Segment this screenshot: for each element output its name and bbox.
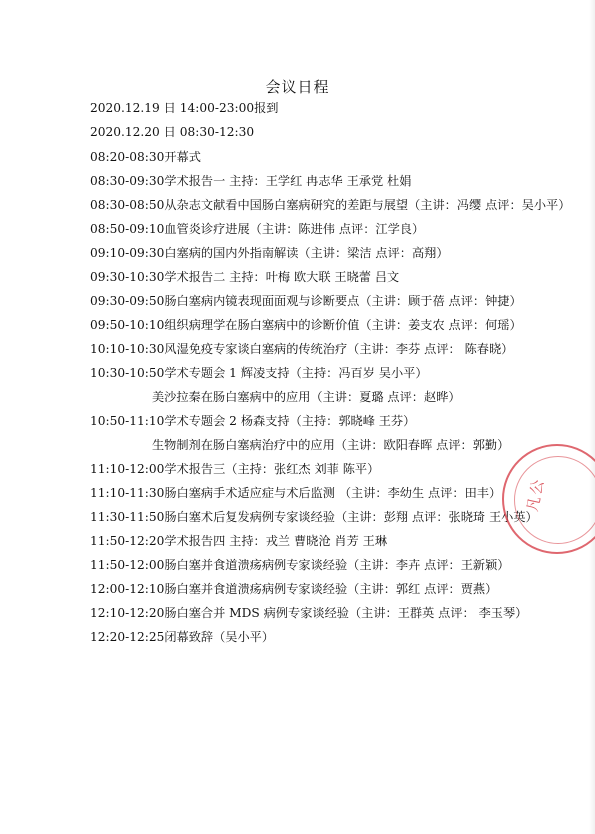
agenda-row <box>90 197 570 213</box>
agenda-row <box>90 509 538 525</box>
agenda-row <box>90 149 201 165</box>
agenda-row <box>90 269 399 285</box>
agenda-content: 肠白塞并食道溃疡病例专家谈经验（主讲：李卉 点评：王新颖） <box>164 558 510 572</box>
agenda-row <box>90 605 527 621</box>
agenda-row <box>90 341 513 357</box>
agenda-content: 从杂志文献看中国肠白塞病研究的差距与展望（主讲：冯缨 点评：吴小平） <box>164 198 571 212</box>
agenda-row <box>90 317 522 333</box>
agenda-row <box>90 221 424 237</box>
agenda-row <box>90 485 501 501</box>
agenda-time: 11:10-11:30 <box>90 486 165 500</box>
agenda-time: 08:50-09:10 <box>90 222 165 236</box>
agenda-content: 肠白塞病手术适应症与术后监测 （主讲：李幼生 点评：田丰） <box>164 486 502 500</box>
agenda-row <box>90 293 522 309</box>
agenda-time: 12:00-12:10 <box>90 582 165 596</box>
red-seal-stamp <box>502 444 595 554</box>
agenda-content: 学术专题会 2 杨森支持（主持：郭晓峰 王芬） <box>164 414 416 428</box>
agenda-row <box>90 557 510 573</box>
agenda-content: 闭幕致辞（吴小平） <box>164 630 275 644</box>
agenda-content: 肠白塞术后复发病例专家谈经验（主讲：彭翔 点评：张晓琦 王小英） <box>164 510 538 524</box>
scan-edge <box>589 0 595 834</box>
agenda-time: 2020.12.20 日 08:30-12:30 <box>90 125 255 139</box>
agenda-time: 09:30-09:50 <box>90 294 165 308</box>
agenda-time: 11:30-11:50 <box>90 510 165 524</box>
agenda-content: 学术专题会 1 辉凌支持（主持：冯百岁 吴小平） <box>164 366 428 380</box>
agenda-time: 10:50-11:10 <box>90 414 165 428</box>
agenda-content: 风湿免疫专家谈白塞病的传统治疗（主讲：李芬 点评： 陈春晓） <box>164 342 514 356</box>
seal-text: 凡公 <box>523 476 548 514</box>
agenda-time: 08:30-08:50 <box>90 198 165 212</box>
agenda-content: 学术报告二 主持：叶梅 欧大联 王晓蕾 吕文 <box>164 270 400 284</box>
agenda-content: 开幕式 <box>164 150 201 164</box>
agenda-content: 白塞病的国内外指南解读（主讲：梁洁 点评：高翔） <box>164 246 449 260</box>
agenda-row <box>90 173 411 189</box>
agenda-row <box>90 581 497 597</box>
agenda-content: 肠白塞并食道溃疡病例专家谈经验（主讲：郭红 点评：贾燕） <box>164 582 498 596</box>
agenda-content: 血管炎诊疗进展（主讲：陈进伟 点评：江学良） <box>164 222 425 236</box>
agenda-row <box>90 413 415 429</box>
agenda-time: 12:10-12:20 <box>90 606 165 620</box>
agenda-row <box>90 629 274 645</box>
agenda-time: 12:20-12:25 <box>90 630 165 644</box>
agenda-row <box>90 245 449 261</box>
agenda-row <box>152 437 509 453</box>
agenda-content: 美沙拉秦在肠白塞病中的应用（主讲：夏璐 点评：赵晔） <box>152 390 461 404</box>
agenda-time: 09:30-10:30 <box>90 270 165 284</box>
agenda-time: 09:10-09:30 <box>90 246 165 260</box>
agenda-time: 2020.12.19 日 14:00-23:00 <box>90 101 255 115</box>
agenda-content: 生物制剂在肠白塞病治疗中的应用（主讲：欧阳春晖 点评：郭勤） <box>152 438 510 452</box>
agenda-content: 学术报告一 主持：王学红 冉志华 王承党 杜娟 <box>164 174 412 188</box>
agenda-content: 学术报告三（主持：张红杰 刘菲 陈平） <box>164 462 380 476</box>
agenda-time: 11:50-12:20 <box>90 534 165 548</box>
agenda-row <box>90 533 387 549</box>
agenda-time: 10:30-10:50 <box>90 366 165 380</box>
agenda-time: 08:20-08:30 <box>90 150 165 164</box>
agenda-content: 报到 <box>254 101 279 115</box>
agenda-time: 08:30-09:30 <box>90 174 165 188</box>
agenda-time: 10:10-10:30 <box>90 342 165 356</box>
agenda-row <box>90 100 278 116</box>
agenda-time: 11:10-12:00 <box>90 462 165 476</box>
agenda-content: 组织病理学在肠白塞病中的诊断价值（主讲：姜支农 点评：何瑶） <box>164 318 522 332</box>
agenda-content: 肠白塞合并 MDS 病例专家谈经验（主讲：王群英 点评： 李玉琴） <box>164 606 528 620</box>
agenda-row <box>90 365 428 381</box>
agenda-row <box>152 389 461 405</box>
agenda-content: 学术报告四 主持：戎兰 曹晓沧 肖芳 王琳 <box>164 534 388 548</box>
agenda-row <box>90 124 254 140</box>
agenda-row <box>90 461 379 477</box>
agenda-time: 09:50-10:10 <box>90 318 165 332</box>
agenda-time: 11:50-12:00 <box>90 558 165 572</box>
agenda-content: 肠白塞病内镜表现面面观与诊断要点（主讲：顾于蓓 点评：钟捷） <box>164 294 522 308</box>
document-title: 会议日程 <box>265 78 330 96</box>
